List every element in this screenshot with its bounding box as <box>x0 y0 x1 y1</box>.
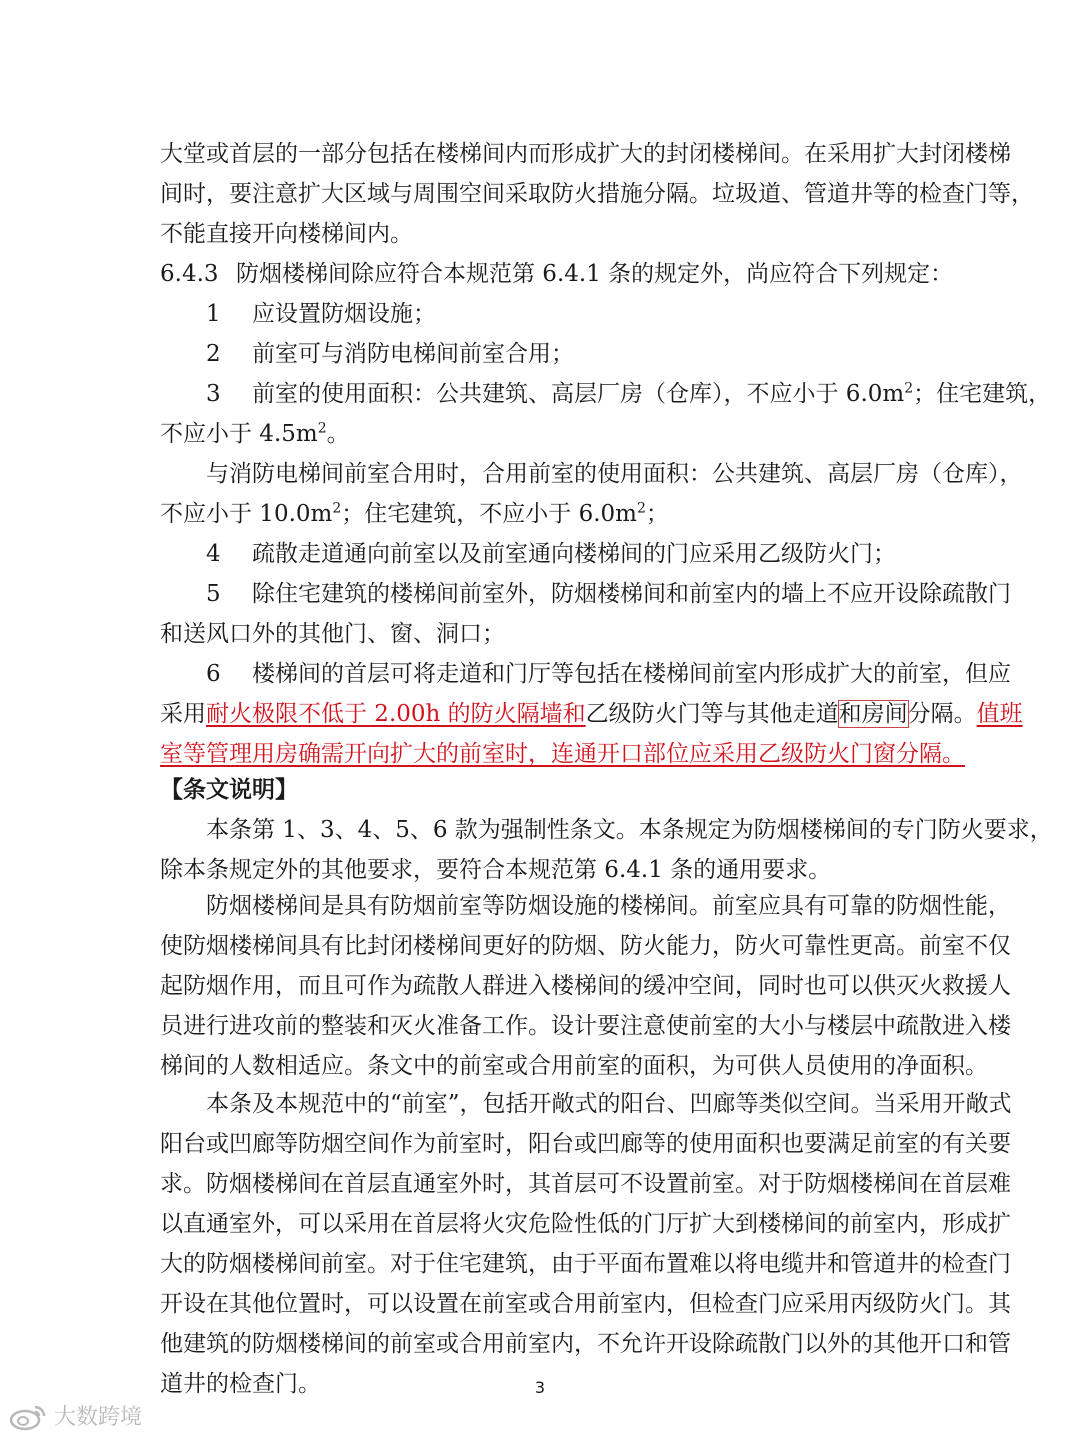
explanation-paragraph-2 <box>160 886 1011 1086</box>
revised-text: 值班 <box>976 701 1023 727</box>
list-item-6 <box>160 654 1023 774</box>
list-item-4 <box>160 534 950 574</box>
item-text: 。 <box>326 421 350 447</box>
item-text: 分隔。 <box>907 701 977 727</box>
list-item-2 <box>160 334 950 374</box>
item-text: 应设置防烟设施； <box>252 301 436 327</box>
item-text: 前室可与消防电梯间前室合用； <box>252 341 574 367</box>
watermark <box>8 1400 142 1431</box>
clause-heading <box>160 254 954 294</box>
explanation-heading <box>160 770 950 810</box>
item-text: 不应小于 4.5m <box>160 421 318 447</box>
text-line: 起防烟作用，而且可作为疏散人群进入楼梯间的缓冲空间，同时也可以供灭火救援人 <box>160 973 1011 999</box>
text-line: 阳台或凹廊等防烟空间作为前室时，阳台或凹廊等的使用面积也要满足前室的有关要 <box>160 1131 1011 1157</box>
text-line: 防烟楼梯间是具有防烟前室等防烟设施的楼梯间。前室应具有可靠的防烟性能， <box>206 893 1011 919</box>
page-number: 3 <box>534 1378 546 1397</box>
intro-paragraph <box>160 134 1034 254</box>
item-text: 采用 <box>160 701 206 727</box>
item-text: 乙级防火门等与其他走道 <box>585 701 839 727</box>
revised-text: 耐火极限不低于 2.00h 的防火隔墙和 <box>206 701 586 727</box>
text-line: 与消防电梯间前室合用时，合用前室的使用面积：公共建筑、高层厂房（仓库）， <box>206 461 1023 487</box>
text-line: 本条第 1、3、4、5、6 款为强制性条文。本条规定为防烟楼梯间的专门防火要求， <box>206 817 1053 843</box>
superscript: 2 <box>317 420 327 437</box>
text-line: 道井的检查门。 <box>160 1371 321 1397</box>
text-line: 不应小于 10.0m <box>160 501 333 527</box>
list-item-5 <box>160 574 1011 654</box>
text-line: 除本条规定外的其他要求，要符合本规范第 6.4.1 条的通用要求。 <box>160 857 832 883</box>
item-text: 前室的使用面积：公共建筑、高层厂房（仓库），不应小于 6.0m <box>252 381 905 407</box>
text-line: 开设在其他位置时，可以设置在前室或合用前室内，但检查门应采用丙级防火门。其 <box>160 1291 1011 1317</box>
superscript: 2 <box>636 500 646 517</box>
item-number: 3 <box>206 381 221 407</box>
text-line: 他建筑的防烟楼梯间的前室或合用前室内，不允许开设除疏散门以外的其他开口和管 <box>160 1331 1011 1357</box>
item-text: 除住宅建筑的楼梯间前室外，防烟楼梯间和前室内的墙上不应开设除疏散门 <box>252 581 1011 607</box>
inserted-text-box: 和房间 <box>838 701 908 727</box>
text-line: 梯间的人数相适应。条文中的前室或合用前室的面积，为可供人员使用的净面积。 <box>160 1053 988 1079</box>
clause-number: 6.4.3 <box>160 261 219 287</box>
text-line: 不能直接开向楼梯间内。 <box>160 221 413 247</box>
item-number: 6 <box>206 661 221 687</box>
text-line: 大堂或首层的一部分包括在楼梯间内而形成扩大的封闭楼梯间。在采用扩大封闭楼梯 <box>160 141 1011 167</box>
text-line: ； <box>645 501 669 527</box>
superscript: 2 <box>332 500 342 517</box>
item-text: 楼梯间的首层可将走道和门厅等包括在楼梯间前室内形成扩大的前室，但应 <box>252 661 1011 687</box>
list-item-1 <box>160 294 950 334</box>
list-item-3 <box>160 374 1052 454</box>
item-text: 疏散走道通向前室以及前室通向楼梯间的门应采用乙级防火门； <box>252 541 896 567</box>
text-line: 间时，要注意扩大区域与周围空间采取防火措施分隔。垃圾道、管道井等的检查门等， <box>160 181 1034 207</box>
text-line: 以直通室外，可以采用在首层将火灾危险性低的门厅扩大到楼梯间的前室内，形成扩 <box>160 1211 1011 1237</box>
text-line: 和送风口外的其他门、窗、洞口； <box>160 621 505 647</box>
item-number: 5 <box>206 581 221 607</box>
watermark-text: 大数跨境 <box>54 1405 143 1430</box>
clause-text: 防烟楼梯间除应符合本规范第 6.4.1 条的规定外，尚应符合下列规定： <box>236 261 954 287</box>
weibo-logo-icon <box>8 1401 48 1431</box>
text-line: 员进行进攻前的整装和灭火准备工作。设计要注意使前室的大小与楼层中疏散进入楼 <box>160 1013 1011 1039</box>
item-number: 1 <box>206 301 221 327</box>
text-line: ；住宅建筑，不应小于 6.0m <box>341 501 637 527</box>
text-line: 求。防烟楼梯间在首层直通室外时，其首层可不设置前室。对于防烟楼梯间在首层难 <box>160 1171 1011 1197</box>
item-number: 4 <box>206 541 221 567</box>
item-number: 2 <box>206 341 221 367</box>
explanation-paragraph-3 <box>160 1084 1012 1404</box>
merged-anteroom-paragraph <box>160 454 1023 534</box>
item-text: ；住宅建筑， <box>913 381 1052 407</box>
revised-text: 室等管理用房确需开向扩大的前室时，连通开口部位应采用乙级防火门窗分隔。 <box>160 741 965 767</box>
heading-text: 【条文说明】 <box>160 776 298 803</box>
text-line: 大的防烟楼梯间前室。对于住宅建筑，由于平面布置难以将电缆井和管道井的检查门 <box>160 1251 1011 1277</box>
text-line: 本条及本规范中的“前室”，包括开敞式的阳台、凹廊等类似空间。当采用开敞式 <box>206 1091 1012 1117</box>
text-line: 使防烟楼梯间具有比封闭楼梯间更好的防烟、防火能力，防火可靠性更高。前室不仅 <box>160 933 1011 959</box>
explanation-paragraph-1 <box>160 810 1053 890</box>
superscript: 2 <box>904 380 914 397</box>
